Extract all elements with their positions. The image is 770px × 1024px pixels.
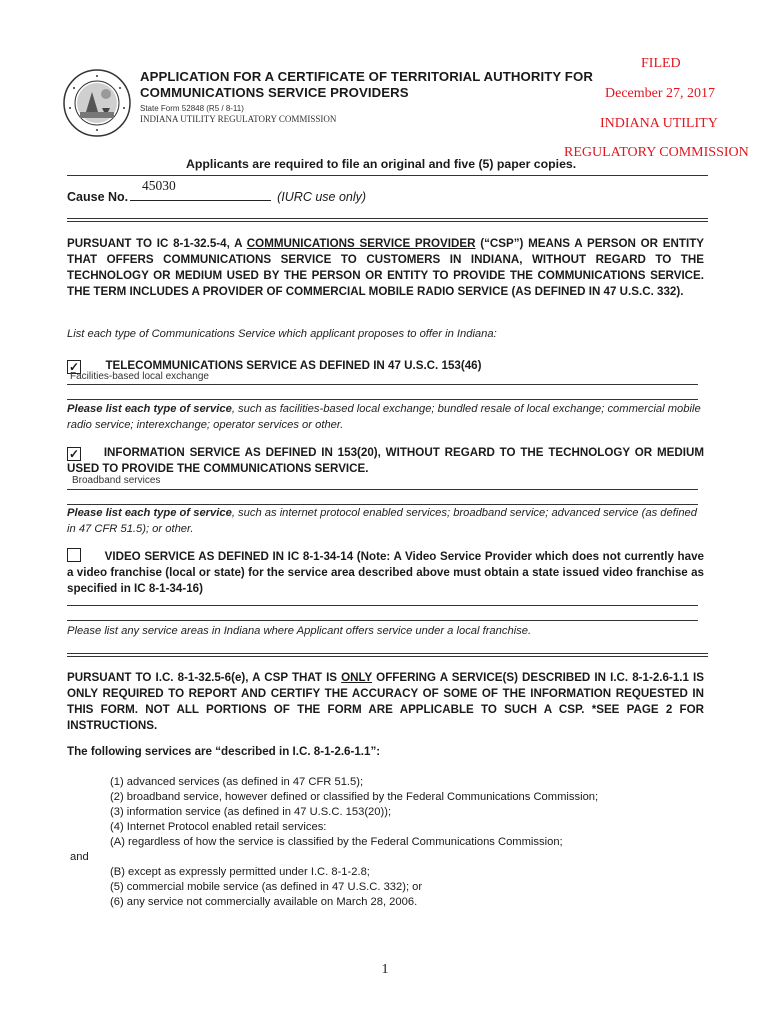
page-number: 1 xyxy=(381,962,389,977)
indiana-state-seal xyxy=(62,68,132,138)
cause-number[interactable]: 45030 xyxy=(142,178,176,193)
video-service-row xyxy=(67,548,704,597)
form-number: State Form 52848 (R5 / 8-11) xyxy=(140,104,244,113)
telecom-service-title: TELECOMMUNICATIONS SERVICE AS DEFINED IN 47 U.S.C. 153(46) xyxy=(105,359,482,372)
list-item: (5) commercial mobile service (as defined in 47 U.S.C. 332); or xyxy=(110,881,423,893)
form-title-line2: COMMUNICATIONS SERVICE PROVIDERS xyxy=(140,85,409,100)
pursuant2-text-2: OFFERING A SERVICE(S) DESCRIBED IN I.C. 8-1-2.6-1.1 IS ONLY REQUIRED TO REPORT AND CERTIFY THE ACCURACY OF SOME OF THE INFORMATION REQUESTED IN THIS FORM. NOT ALL PORTIONS OF THE FORM ARE APPLICABLE TO SUCH A CSP. *SEE PAGE 2 FOR INSTRUCTIONS. xyxy=(67,671,704,732)
telecom-line-2 xyxy=(67,399,698,400)
list-item: (1) advanced services (as defined in 47 CFR 51.5); xyxy=(110,776,364,788)
filed-stamp-line1: INDIANA UTILITY xyxy=(600,116,718,131)
filed-stamp-line2: REGULATORY COMMISSION xyxy=(564,145,749,160)
list-item: (A) regardless of how the service is classified by the Federal Communications Commission; xyxy=(110,836,563,848)
telecom-line-1 xyxy=(67,384,698,385)
cause-field xyxy=(67,188,366,204)
telecom-instructions xyxy=(67,401,704,433)
info-checkbox[interactable]: ✓ xyxy=(68,447,80,461)
intro-text-1: PURSUANT TO IC 8-1-32.5-4, A xyxy=(67,237,247,250)
intro-underlined-term: COMMUNICATIONS SERVICE PROVIDER xyxy=(246,237,476,250)
filed-stamp-label: FILED xyxy=(641,56,681,71)
cause-input-line[interactable] xyxy=(130,188,271,201)
telecom-instr-bold: Please list each type of service xyxy=(67,403,232,415)
info-instr-rest: , such as internet protocol enabled services; broadband service; advanced service (as defined in 47 CFR 51.5); or other. xyxy=(67,507,697,535)
pursuant2-text-1: PURSUANT TO I.C. 8-1-32.5-6(e), A CSP THAT IS xyxy=(67,671,342,684)
form-title-line1: APPLICATION FOR A CERTIFICATE OF TERRITORIAL AUTHORITY FOR xyxy=(140,69,593,84)
telecom-checkbox[interactable]: ✓ xyxy=(68,360,80,374)
video-line-1 xyxy=(67,605,698,606)
list-item: and xyxy=(70,851,89,863)
cause-label: Cause No. xyxy=(67,190,129,204)
csp-definition-paragraph xyxy=(67,236,704,300)
video-line-2 xyxy=(67,620,698,621)
filed-stamp-date: December 27, 2017 xyxy=(605,86,716,101)
pursuant2-underlined: ONLY xyxy=(341,671,373,684)
info-service-value[interactable]: Broadband services xyxy=(72,475,161,486)
video-instructions: Please list any service areas in Indiana where Applicant offers service under a local franchise. xyxy=(67,625,532,637)
video-checkbox[interactable] xyxy=(67,548,81,562)
info-line-1 xyxy=(67,489,698,490)
list-item: (B) except as expressly permitted under I.C. 8-1-2.8; xyxy=(110,866,370,878)
only-offering-paragraph xyxy=(67,670,704,734)
form-subheader xyxy=(140,103,336,125)
list-prompt: List each type of Communications Service which applicant proposes to offer in Indiana: xyxy=(67,328,497,340)
list-item: (4) Internet Protocol enabled retail services: xyxy=(110,821,327,833)
info-service-title: INFORMATION SERVICE AS DEFINED IN 153(20), WITHOUT REGARD TO THE TECHNOLOGY OR MEDIUM USED TO PROVIDE THE COMMUNICATIONS SERVICE. xyxy=(67,446,704,475)
section-divider xyxy=(67,218,708,222)
list-item: (3) information service (as defined in 47 U.S.C. 153(20)); xyxy=(110,806,392,818)
section-divider-2 xyxy=(67,653,708,657)
following-services-heading: The following services are “described in I.C. 8-1-2.6-1.1”: xyxy=(67,745,381,758)
intro-text-2: (“CSP”) MEANS A PERSON OR ENTITY THAT OFFERS COMMUNICATIONS SERVICE TO CUSTOMERS IN INDIANA, WITHOUT REGARD TO THE TECHNOLOGY OR MEDIUM USED BY THE PERSON OR ENTITY TO PROVIDE THE COMMUNICATIONS SERVICE. THE TERM INCLUDES A PROVIDER OF COMMERCIAL MOBILE RADIO SERVICE (AS DEFINED IN 47 U.S.C. 332). xyxy=(67,237,705,298)
info-service-row xyxy=(67,445,704,477)
cause-note: (IURC use only) xyxy=(277,190,367,204)
form-title xyxy=(140,69,593,101)
filing-requirement: Applicants are required to file an original and five (5) paper copies. xyxy=(186,157,577,171)
agency-name: INDIANA UTILITY REGULATORY COMMISSION xyxy=(140,114,337,124)
info-instructions xyxy=(67,505,704,537)
info-instr-bold: Please list each type of service xyxy=(67,507,232,519)
telecom-service-value[interactable]: Facilities-based local exchange xyxy=(70,371,209,382)
video-service-title: VIDEO SERVICE AS DEFINED IN IC 8-1-34-14 (Note: A Video Service Provider which does not currently have a video franchise (local or state) for the service area described above must obtain a state issued video franchise as specified in IC 8-1-34-16) xyxy=(67,550,704,595)
divider xyxy=(67,175,708,176)
described-services-list xyxy=(70,775,599,910)
list-item: (2) broadband service, however defined or classified by the Federal Communications Commission; xyxy=(110,791,599,803)
telecom-instr-rest: , such as facilities-based local exchange; bundled resale of local exchange; commercial mobile radio service; interexchange; operator services or other. xyxy=(67,403,701,431)
list-item: (6) any service not commercially available on March 28, 2006. xyxy=(110,896,418,908)
